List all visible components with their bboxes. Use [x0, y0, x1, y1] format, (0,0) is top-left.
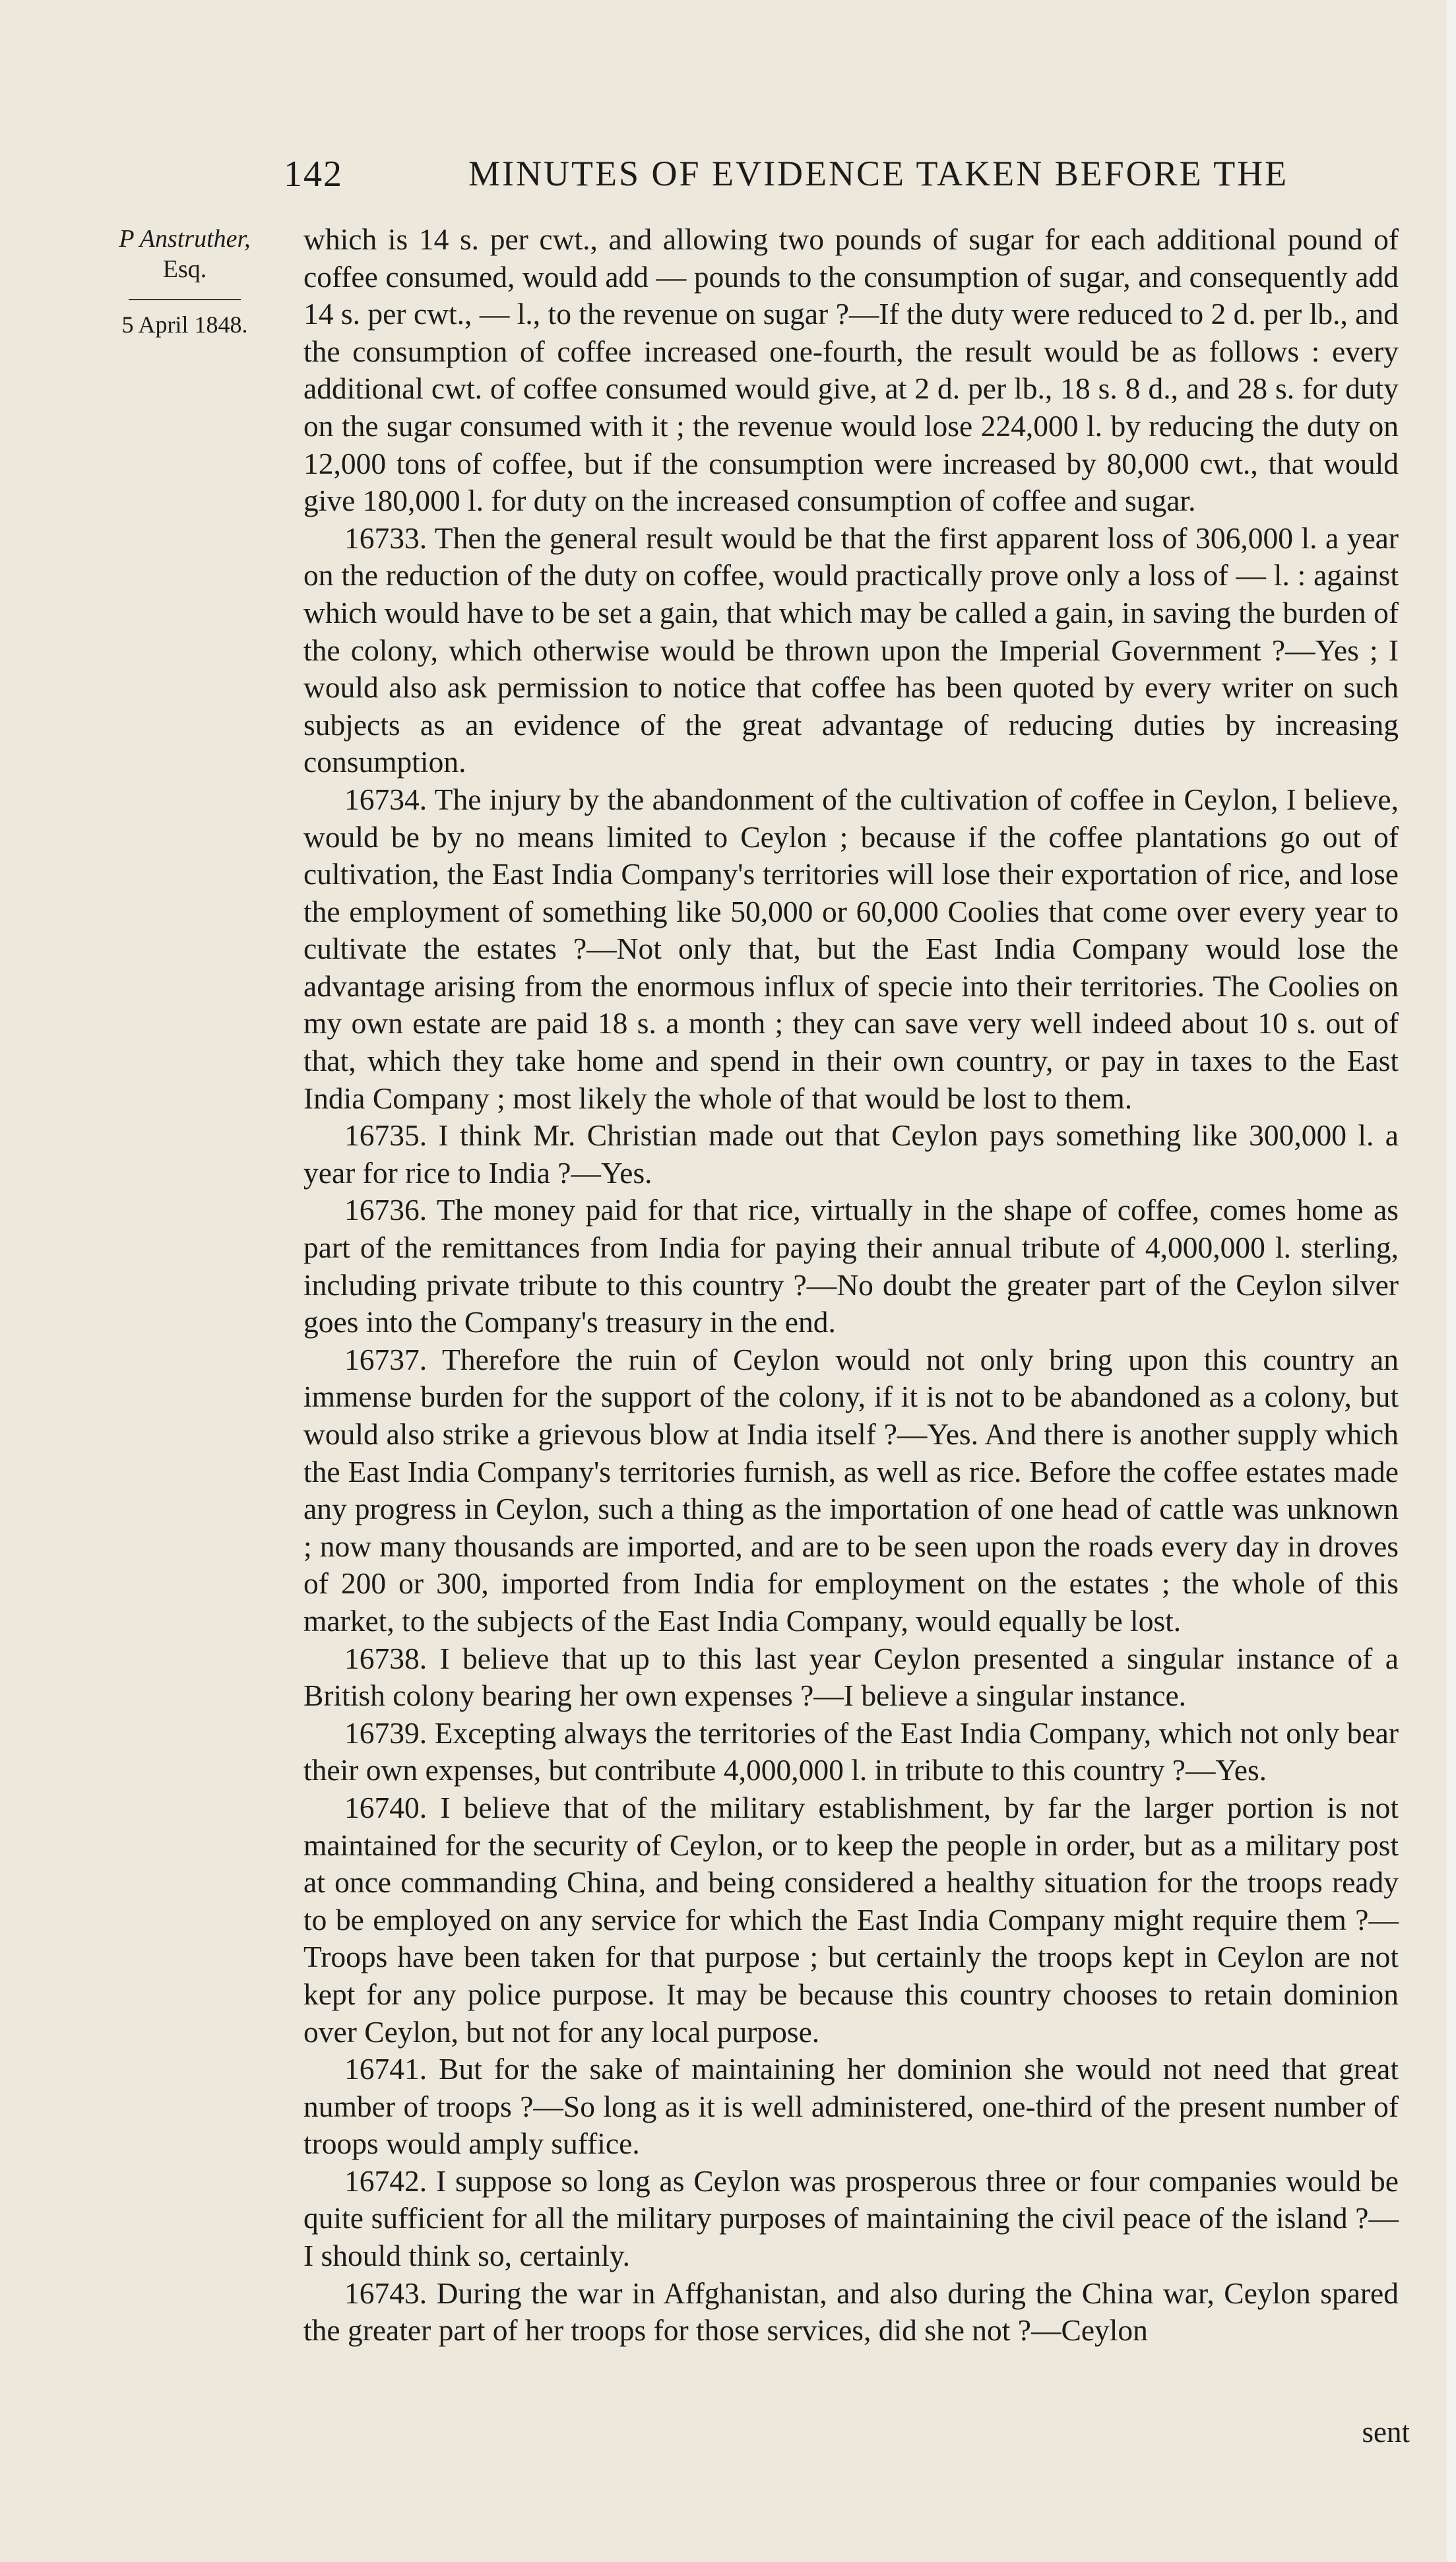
paragraph: 16734. The injury by the abandonment of the cultivation of coffee in Ceylon, I believe, would be by no means limited to Ceylon ; because if the coffee plantations go out of cultivation, the East India Company's territories will lose their exportation of rice, and lose the employment of something like 50,000 or 60,000 Coolies that come over every year to cultivate the estates ?—Not only that, but the East India Company would lose the advantage arising from the enormous influx of specie into their territories. The Coolies on my own estate are paid 18 s. a month ; they can save very well indeed about 10 s. out of that, which they take home and spend in their own country, or pay in taxes to the East India Company ; most likely the whole of that would be lost to them. [303, 782, 1399, 1115]
catchword: sent [1362, 2416, 1410, 2449]
page-edge [1447, 0, 1456, 2562]
margin-note [99, 224, 270, 339]
evidence-date: 5 April 1848. [121, 311, 248, 338]
page-number: 142 [284, 154, 343, 195]
page-header [284, 153, 1405, 199]
paragraph: 16737. Therefore the ruin of Ceylon would not only bring upon this country an immense burden for the support of the colony, if it is not to be abandoned as a colony, but would also strike a grievous blow at India itself ?—Yes. And there is another supply which the East India Company's territories furnish, as well as rice. Before the coffee estates made any progress in Ceylon, such a thing as the importation of one head of cattle was unknown ; now many thousands are imported, and are to be seen upon the roads every day in droves of 200 or 300, imported from India for employment on the estates ; the whole of this market, to the subjects of the East India Company, would equally be lost. [303, 1342, 1399, 1638]
witness-name: P Anstruther, [119, 225, 251, 253]
body-text [303, 221, 1399, 2350]
running-title: MINUTES OF EVIDENCE TAKEN BEFORE THE [468, 154, 1289, 193]
paragraph: 16733. Then the general result would be that the first apparent loss of 306,000 l. a year on the reduction of the duty on coffee, would practically prove only a loss of — l. : against which would have to be set a gain, that which may be called a gain, in saving the burden of the colony, which otherwise would be thrown upon the Imperial Government ?—Yes ; I would also ask permission to notice that coffee has been quoted by every writer on such subjects as an evidence of the great advantage of reducing duties by increasing consumption. [303, 521, 1399, 779]
paragraph: 16742. I suppose so long as Ceylon was prosperous three or four companies would be quite sufficient for all the military purposes of maintaining the civil peace of the island ?—I should think so, certainly. [303, 2163, 1399, 2273]
paragraph: which is 14 s. per cwt., and allowing two pounds of sugar for each additional pound of coffee consumed, would add — pounds to the consumption of sugar, and consequently add 14 s. per cwt., — l., to the revenue on sugar ?—If the duty were reduced to 2 d. per lb., and the consumption of coffee increased one-fourth, the result would be as follows : every additional cwt. of coffee consumed would give, at 2 d. per lb., 18 s. 8 d., and 28 s. for duty on the sugar consumed with it ; the revenue would lose 224,000 l. by reducing the duty on 12,000 tons of coffee, but if the consumption were increased by 80,000 cwt., that would give 180,000 l. for duty on the increased consumption of coffee and sugar. [303, 222, 1399, 518]
paragraph: 16743. During the war in Affghanistan, and also during the China war, Ceylon spared the greater part of her troops for those services, did she not ?—Ceylon [303, 2276, 1399, 2348]
paragraph: 16740. I believe that of the military establishment, by far the larger portion is not maintained for the security of Ceylon, or to keep the people in order, but as a military post at once commanding China, and being considered a healthy situation for the troops ready to be employed on any service for which the East India Company might require them ?—Troops have been taken for that purpose ; but certainly the troops kept in Ceylon are not kept for any police purpose. It may be because this country chooses to retain dominion over Ceylon, but not for any local purpose. [303, 1790, 1399, 2049]
paragraph: 16739. Excepting always the territories of the East India Company, which not only bear their own expenses, but contribute 4,000,000 l. in tribute to this country ?—Yes. [303, 1715, 1399, 1787]
paragraph: 16741. But for the sake of maintaining her dominion she would not need that great number of troops ?—So long as it is well administered, one-third of the present number of troops would amply suffice. [303, 2052, 1399, 2161]
paragraph: 16738. I believe that up to this last year Ceylon presented a singular instance of a British colony bearing her own expenses ?—I believe a singular instance. [303, 1641, 1399, 1713]
paragraph: 16736. The money paid for that rice, virtually in the shape of coffee, comes home as part of the remittances from India for paying their annual tribute of 4,000,000 l. sterling, including private tribute to this country ?—No doubt the greater part of the Ceylon silver goes into the Company's treasury in the end. [303, 1193, 1399, 1339]
margin-divider [129, 299, 241, 300]
paragraph: 16735. I think Mr. Christian made out that Ceylon pays something like 300,000 l. a year for rice to India ?—Yes. [303, 1118, 1399, 1190]
witness-suffix: Esq. [162, 255, 207, 283]
